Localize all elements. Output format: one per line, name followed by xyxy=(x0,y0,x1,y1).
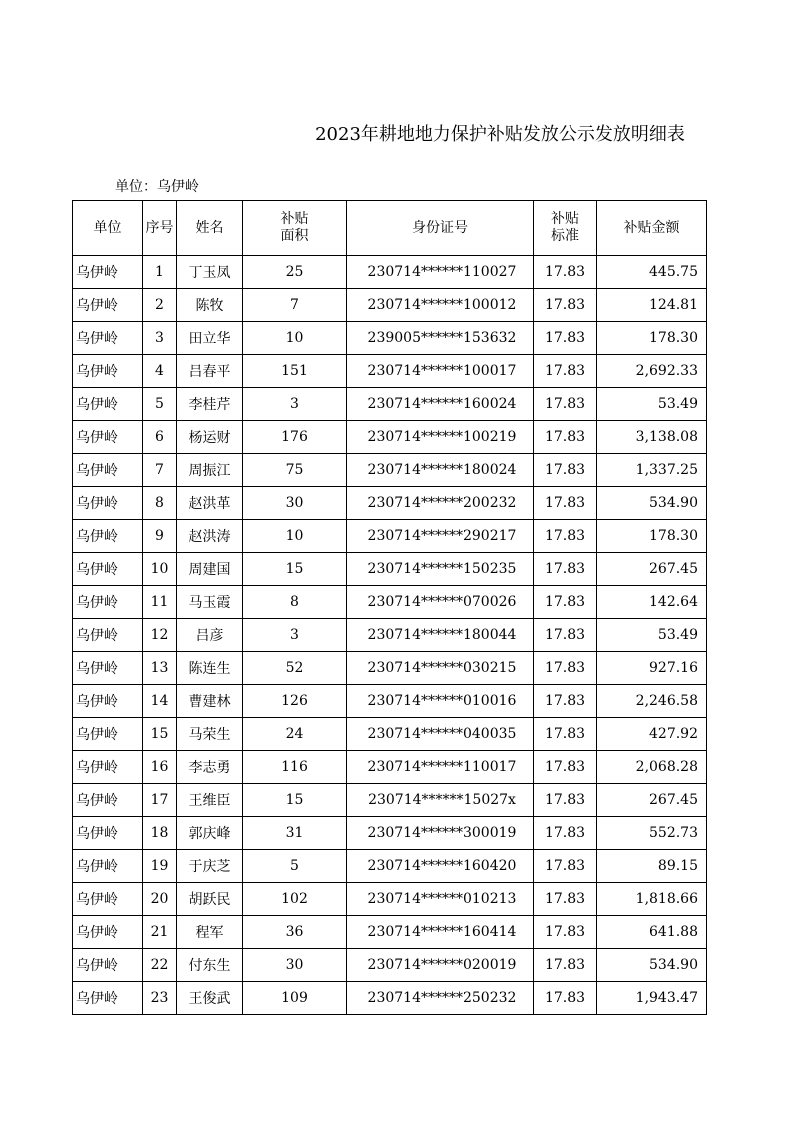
cell-standard: 17.83 xyxy=(534,982,597,1015)
cell-name: 吕春平 xyxy=(177,355,243,388)
subsidy-table xyxy=(72,200,707,1015)
cell-standard: 17.83 xyxy=(534,817,597,850)
cell-id-number: 230714******030215 xyxy=(347,652,534,685)
cell-name: 赵洪革 xyxy=(177,487,243,520)
cell-area: 25 xyxy=(243,256,347,289)
cell-name: 陈连生 xyxy=(177,652,243,685)
cell-standard: 17.83 xyxy=(534,388,597,421)
cell-amount: 89.15 xyxy=(597,850,707,883)
table-row xyxy=(73,421,707,454)
cell-unit: 乌伊岭 xyxy=(73,850,143,883)
cell-amount: 2,068.28 xyxy=(597,751,707,784)
cell-name: 李志勇 xyxy=(177,751,243,784)
cell-seq: 1 xyxy=(143,256,177,289)
cell-seq: 15 xyxy=(143,718,177,751)
table-row xyxy=(73,256,707,289)
cell-standard: 17.83 xyxy=(534,454,597,487)
header-seq: 序号 xyxy=(143,201,177,256)
cell-name: 周振江 xyxy=(177,454,243,487)
cell-amount: 3,138.08 xyxy=(597,421,707,454)
cell-area: 10 xyxy=(243,520,347,553)
cell-unit: 乌伊岭 xyxy=(73,982,143,1015)
cell-id-number: 230714******100012 xyxy=(347,289,534,322)
cell-seq: 13 xyxy=(143,652,177,685)
table-row xyxy=(73,652,707,685)
cell-area: 10 xyxy=(243,322,347,355)
cell-unit: 乌伊岭 xyxy=(73,421,143,454)
cell-standard: 17.83 xyxy=(534,883,597,916)
header-amount: 补贴金额 xyxy=(597,201,707,256)
cell-id-number: 230714******100219 xyxy=(347,421,534,454)
cell-seq: 20 xyxy=(143,883,177,916)
cell-id-number: 230714******290217 xyxy=(347,520,534,553)
cell-id-number: 239005******153632 xyxy=(347,322,534,355)
cell-name: 于庆芝 xyxy=(177,850,243,883)
cell-seq: 17 xyxy=(143,784,177,817)
cell-area: 3 xyxy=(243,388,347,421)
table-row xyxy=(73,454,707,487)
cell-standard: 17.83 xyxy=(534,322,597,355)
table-row xyxy=(73,949,707,982)
cell-amount: 2,692.33 xyxy=(597,355,707,388)
cell-area: 31 xyxy=(243,817,347,850)
cell-id-number: 230714******250232 xyxy=(347,982,534,1015)
cell-unit: 乌伊岭 xyxy=(73,355,143,388)
cell-id-number: 230714******150235 xyxy=(347,553,534,586)
cell-seq: 18 xyxy=(143,817,177,850)
cell-name: 付东生 xyxy=(177,949,243,982)
table-row xyxy=(73,784,707,817)
cell-seq: 22 xyxy=(143,949,177,982)
cell-area: 116 xyxy=(243,751,347,784)
cell-seq: 19 xyxy=(143,850,177,883)
cell-unit: 乌伊岭 xyxy=(73,586,143,619)
table-row xyxy=(73,355,707,388)
table-row xyxy=(73,817,707,850)
header-id: 身份证号 xyxy=(347,201,534,256)
cell-standard: 17.83 xyxy=(534,850,597,883)
cell-id-number: 230714******160024 xyxy=(347,388,534,421)
cell-area: 176 xyxy=(243,421,347,454)
cell-seq: 6 xyxy=(143,421,177,454)
cell-name: 程军 xyxy=(177,916,243,949)
cell-id-number: 230714******110027 xyxy=(347,256,534,289)
cell-seq: 21 xyxy=(143,916,177,949)
table-row xyxy=(73,916,707,949)
cell-area: 3 xyxy=(243,619,347,652)
cell-id-number: 230714******160414 xyxy=(347,916,534,949)
cell-unit: 乌伊岭 xyxy=(73,454,143,487)
cell-unit: 乌伊岭 xyxy=(73,718,143,751)
cell-amount: 552.73 xyxy=(597,817,707,850)
cell-amount: 641.88 xyxy=(597,916,707,949)
cell-name: 郭庆峰 xyxy=(177,817,243,850)
cell-name: 王维臣 xyxy=(177,784,243,817)
table-row xyxy=(73,982,707,1015)
cell-amount: 267.45 xyxy=(597,553,707,586)
cell-unit: 乌伊岭 xyxy=(73,487,143,520)
cell-seq: 9 xyxy=(143,520,177,553)
cell-area: 151 xyxy=(243,355,347,388)
cell-unit: 乌伊岭 xyxy=(73,520,143,553)
cell-standard: 17.83 xyxy=(534,586,597,619)
cell-standard: 17.83 xyxy=(534,553,597,586)
cell-name: 赵洪涛 xyxy=(177,520,243,553)
cell-id-number: 230714******100017 xyxy=(347,355,534,388)
cell-amount: 1,337.25 xyxy=(597,454,707,487)
header-standard: 补贴 标准 xyxy=(534,201,597,256)
cell-amount: 142.64 xyxy=(597,586,707,619)
table-row xyxy=(73,586,707,619)
table-row xyxy=(73,289,707,322)
cell-amount: 427.92 xyxy=(597,718,707,751)
table-header-row xyxy=(73,201,707,256)
cell-amount: 178.30 xyxy=(597,520,707,553)
cell-standard: 17.83 xyxy=(534,916,597,949)
table-row xyxy=(73,619,707,652)
cell-unit: 乌伊岭 xyxy=(73,322,143,355)
cell-unit: 乌伊岭 xyxy=(73,652,143,685)
cell-amount: 534.90 xyxy=(597,949,707,982)
cell-area: 5 xyxy=(243,850,347,883)
cell-name: 李桂芹 xyxy=(177,388,243,421)
cell-name: 周建国 xyxy=(177,553,243,586)
cell-amount: 178.30 xyxy=(597,322,707,355)
cell-unit: 乌伊岭 xyxy=(73,817,143,850)
cell-id-number: 230714******010213 xyxy=(347,883,534,916)
cell-unit: 乌伊岭 xyxy=(73,949,143,982)
cell-area: 109 xyxy=(243,982,347,1015)
table-row xyxy=(73,520,707,553)
cell-standard: 17.83 xyxy=(534,751,597,784)
table-row xyxy=(73,553,707,586)
cell-area: 24 xyxy=(243,718,347,751)
cell-id-number: 230714******160420 xyxy=(347,850,534,883)
cell-unit: 乌伊岭 xyxy=(73,619,143,652)
cell-standard: 17.83 xyxy=(534,421,597,454)
cell-unit: 乌伊岭 xyxy=(73,388,143,421)
header-unit: 单位 xyxy=(73,201,143,256)
cell-amount: 1,818.66 xyxy=(597,883,707,916)
table-row xyxy=(73,388,707,421)
cell-standard: 17.83 xyxy=(534,619,597,652)
cell-standard: 17.83 xyxy=(534,487,597,520)
cell-id-number: 230714******110017 xyxy=(347,751,534,784)
cell-amount: 53.49 xyxy=(597,388,707,421)
cell-seq: 12 xyxy=(143,619,177,652)
cell-name: 马玉霞 xyxy=(177,586,243,619)
cell-id-number: 230714******020019 xyxy=(347,949,534,982)
cell-seq: 8 xyxy=(143,487,177,520)
cell-name: 马荣生 xyxy=(177,718,243,751)
cell-name: 杨运财 xyxy=(177,421,243,454)
cell-seq: 10 xyxy=(143,553,177,586)
cell-area: 102 xyxy=(243,883,347,916)
table-row xyxy=(73,850,707,883)
cell-standard: 17.83 xyxy=(534,949,597,982)
cell-id-number: 230714******010016 xyxy=(347,685,534,718)
cell-unit: 乌伊岭 xyxy=(73,751,143,784)
cell-area: 30 xyxy=(243,487,347,520)
cell-standard: 17.83 xyxy=(534,289,597,322)
cell-standard: 17.83 xyxy=(534,652,597,685)
unit-line: 单位：乌伊岭 xyxy=(115,179,199,195)
cell-standard: 17.83 xyxy=(534,520,597,553)
cell-seq: 7 xyxy=(143,454,177,487)
cell-seq: 23 xyxy=(143,982,177,1015)
cell-standard: 17.83 xyxy=(534,256,597,289)
cell-unit: 乌伊岭 xyxy=(73,256,143,289)
cell-standard: 17.83 xyxy=(534,718,597,751)
cell-seq: 14 xyxy=(143,685,177,718)
cell-id-number: 230714******200232 xyxy=(347,487,534,520)
header-name: 姓名 xyxy=(177,201,243,256)
cell-standard: 17.83 xyxy=(534,355,597,388)
cell-amount: 927.16 xyxy=(597,652,707,685)
cell-area: 75 xyxy=(243,454,347,487)
cell-area: 36 xyxy=(243,916,347,949)
cell-name: 胡跃民 xyxy=(177,883,243,916)
cell-seq: 4 xyxy=(143,355,177,388)
cell-amount: 534.90 xyxy=(597,487,707,520)
cell-unit: 乌伊岭 xyxy=(73,685,143,718)
cell-id-number: 230714******070026 xyxy=(347,586,534,619)
cell-name: 王俊武 xyxy=(177,982,243,1015)
cell-name: 曹建林 xyxy=(177,685,243,718)
cell-seq: 3 xyxy=(143,322,177,355)
cell-seq: 16 xyxy=(143,751,177,784)
cell-seq: 2 xyxy=(143,289,177,322)
cell-name: 陈牧 xyxy=(177,289,243,322)
cell-amount: 1,943.47 xyxy=(597,982,707,1015)
cell-unit: 乌伊岭 xyxy=(73,916,143,949)
cell-unit: 乌伊岭 xyxy=(73,784,143,817)
cell-amount: 267.45 xyxy=(597,784,707,817)
cell-standard: 17.83 xyxy=(534,685,597,718)
cell-unit: 乌伊岭 xyxy=(73,883,143,916)
cell-amount: 53.49 xyxy=(597,619,707,652)
cell-area: 15 xyxy=(243,784,347,817)
table-row xyxy=(73,685,707,718)
cell-name: 丁玉凤 xyxy=(177,256,243,289)
cell-id-number: 230714******180024 xyxy=(347,454,534,487)
cell-seq: 11 xyxy=(143,586,177,619)
cell-id-number: 230714******300019 xyxy=(347,817,534,850)
cell-area: 52 xyxy=(243,652,347,685)
header-area: 补贴 面积 xyxy=(243,201,347,256)
cell-amount: 2,246.58 xyxy=(597,685,707,718)
cell-id-number: 230714******180044 xyxy=(347,619,534,652)
cell-unit: 乌伊岭 xyxy=(73,553,143,586)
table-row xyxy=(73,718,707,751)
cell-standard: 17.83 xyxy=(534,784,597,817)
cell-seq: 5 xyxy=(143,388,177,421)
cell-area: 15 xyxy=(243,553,347,586)
cell-unit: 乌伊岭 xyxy=(73,289,143,322)
cell-area: 7 xyxy=(243,289,347,322)
table-row xyxy=(73,322,707,355)
cell-id-number: 230714******15027x xyxy=(347,784,534,817)
cell-area: 8 xyxy=(243,586,347,619)
cell-amount: 445.75 xyxy=(597,256,707,289)
cell-area: 30 xyxy=(243,949,347,982)
cell-area: 126 xyxy=(243,685,347,718)
cell-name: 田立华 xyxy=(177,322,243,355)
cell-id-number: 230714******040035 xyxy=(347,718,534,751)
table-row xyxy=(73,883,707,916)
page-title: 2023年耕地地力保护补贴发放公示发放明细表 xyxy=(315,124,685,145)
cell-name: 吕彦 xyxy=(177,619,243,652)
cell-amount: 124.81 xyxy=(597,289,707,322)
table-row xyxy=(73,487,707,520)
table-body xyxy=(73,256,707,1015)
table-row xyxy=(73,751,707,784)
